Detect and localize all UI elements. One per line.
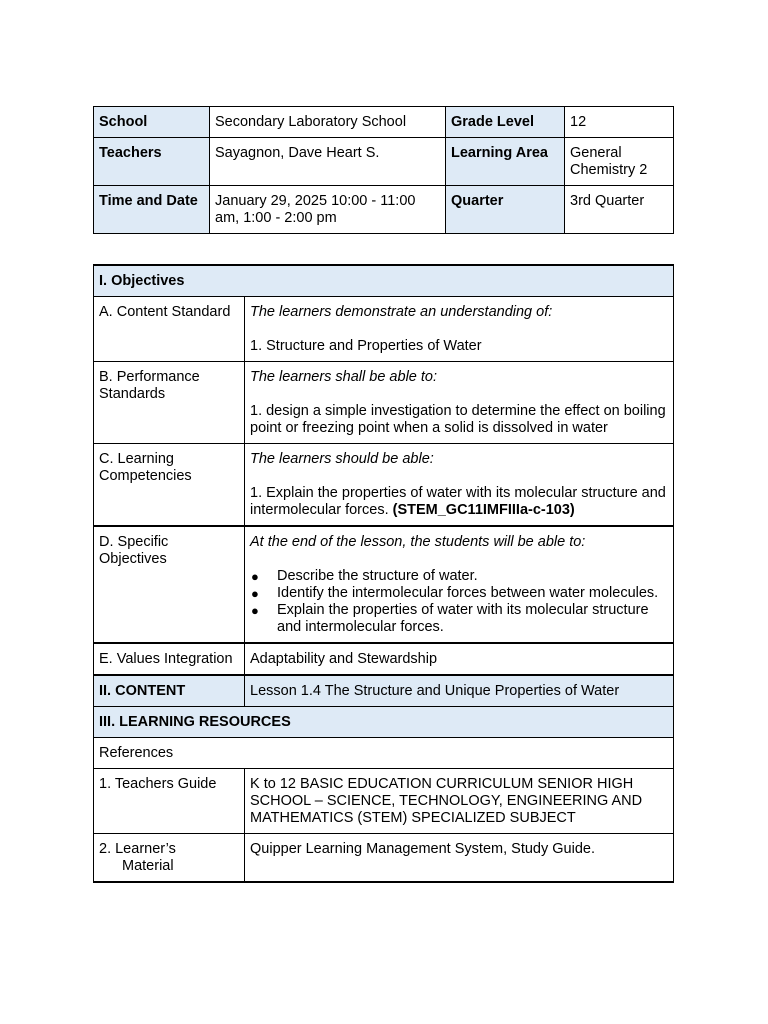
school-label: School	[94, 107, 210, 138]
specific-objectives-list	[250, 568, 668, 636]
learning-area-value: General Chemistry 2	[565, 138, 674, 186]
quarter-label: Quarter	[446, 186, 565, 234]
time-date-value: January 29, 2025 10:00 - 11:00 am, 1:00 - 2:00 pm	[210, 186, 446, 234]
specific-objectives-label: D. Specific Objectives	[94, 526, 245, 643]
teachers-guide-label: 1. Teachers Guide	[94, 769, 245, 834]
content-standard-cell	[245, 297, 674, 362]
learners-material-label	[94, 834, 245, 883]
performance-standards-item: 1. design a simple investigation to determine the effect on boiling point or freezing point when a solid is dissolved in water	[250, 403, 666, 436]
specific-objectives-intro: At the end of the lesson, the students will be able to:	[250, 534, 586, 550]
resources-header-row	[94, 707, 674, 738]
references-label: References	[94, 738, 674, 769]
objective-text: Identify the intermolecular forces between water molecules.	[277, 585, 659, 601]
performance-standards-cell	[245, 362, 674, 444]
values-integration-label: E. Values Integration	[94, 643, 245, 675]
content-standard-row	[94, 297, 674, 362]
references-row	[94, 738, 674, 769]
specific-objectives-cell	[245, 526, 674, 643]
learning-resources-header: III. LEARNING RESOURCES	[94, 707, 674, 738]
content-standard-label: A. Content Standard	[94, 297, 245, 362]
performance-standards-intro: The learners shall be able to:	[250, 369, 437, 385]
learners-material-row	[94, 834, 674, 883]
content-value: Lesson 1.4 The Structure and Unique Properties of Water	[245, 675, 674, 707]
performance-standards-row	[94, 362, 674, 444]
lesson-info-table	[93, 106, 674, 234]
info-row-time	[94, 186, 674, 234]
teachers-value: Sayagnon, Dave Heart S.	[210, 138, 446, 186]
content-standard-item: 1. Structure and Properties of Water	[250, 338, 482, 354]
objective-text: Explain the properties of water with its molecular structure and intermolecular forces.	[277, 602, 649, 635]
content-standard-intro: The learners demonstrate an understanding of:	[250, 304, 553, 320]
list-item	[250, 602, 668, 636]
learning-competencies-row	[94, 444, 674, 527]
values-integration-value: Adaptability and Stewardship	[245, 643, 674, 675]
bullet-icon: ●	[251, 586, 259, 601]
learning-area-label: Learning Area	[446, 138, 565, 186]
objectives-header: I. Objectives	[94, 265, 674, 297]
list-item	[250, 568, 668, 585]
grade-level-value: 12	[565, 107, 674, 138]
learners-material-label-line2: Material	[122, 858, 174, 874]
learning-competencies-text: 1. Explain the properties of water with its molecular structure and intermolecular forces.	[250, 485, 666, 518]
learning-competencies-intro: The learners should be able:	[250, 451, 434, 467]
competency-code: (STEM_GC11IMFIIIa-c-103)	[392, 502, 575, 518]
school-value: Secondary Laboratory School	[210, 107, 446, 138]
lesson-plan-table	[93, 264, 674, 883]
bullet-icon: ●	[251, 569, 259, 584]
info-row-school	[94, 107, 674, 138]
learners-material-value: Quipper Learning Management System, Study Guide.	[245, 834, 674, 883]
values-integration-row	[94, 643, 674, 675]
learners-material-label-line1: 2. Learner’s	[99, 841, 176, 857]
list-item	[250, 585, 668, 602]
performance-standards-label: B. Performance Standards	[94, 362, 245, 444]
specific-objectives-row	[94, 526, 674, 643]
objectives-header-row	[94, 265, 674, 297]
info-row-teachers	[94, 138, 674, 186]
grade-level-label: Grade Level	[446, 107, 565, 138]
teachers-label: Teachers	[94, 138, 210, 186]
learning-competencies-cell	[245, 444, 674, 527]
quarter-value: 3rd Quarter	[565, 186, 674, 234]
content-label: II. CONTENT	[94, 675, 245, 707]
learning-competencies-label: C. Learning Competencies	[94, 444, 245, 527]
objective-text: Describe the structure of water.	[277, 568, 478, 584]
learning-competencies-item	[250, 485, 668, 519]
teachers-guide-row	[94, 769, 674, 834]
teachers-guide-value: K to 12 BASIC EDUCATION CURRICULUM SENIOR HIGH SCHOOL – SCIENCE, TECHNOLOGY, ENGINEERING AND MATHEMATICS (STEM) SPECIALIZED SUBJECT	[245, 769, 674, 834]
bullet-icon: ●	[251, 603, 259, 618]
time-date-label: Time and Date	[94, 186, 210, 234]
content-row	[94, 675, 674, 707]
